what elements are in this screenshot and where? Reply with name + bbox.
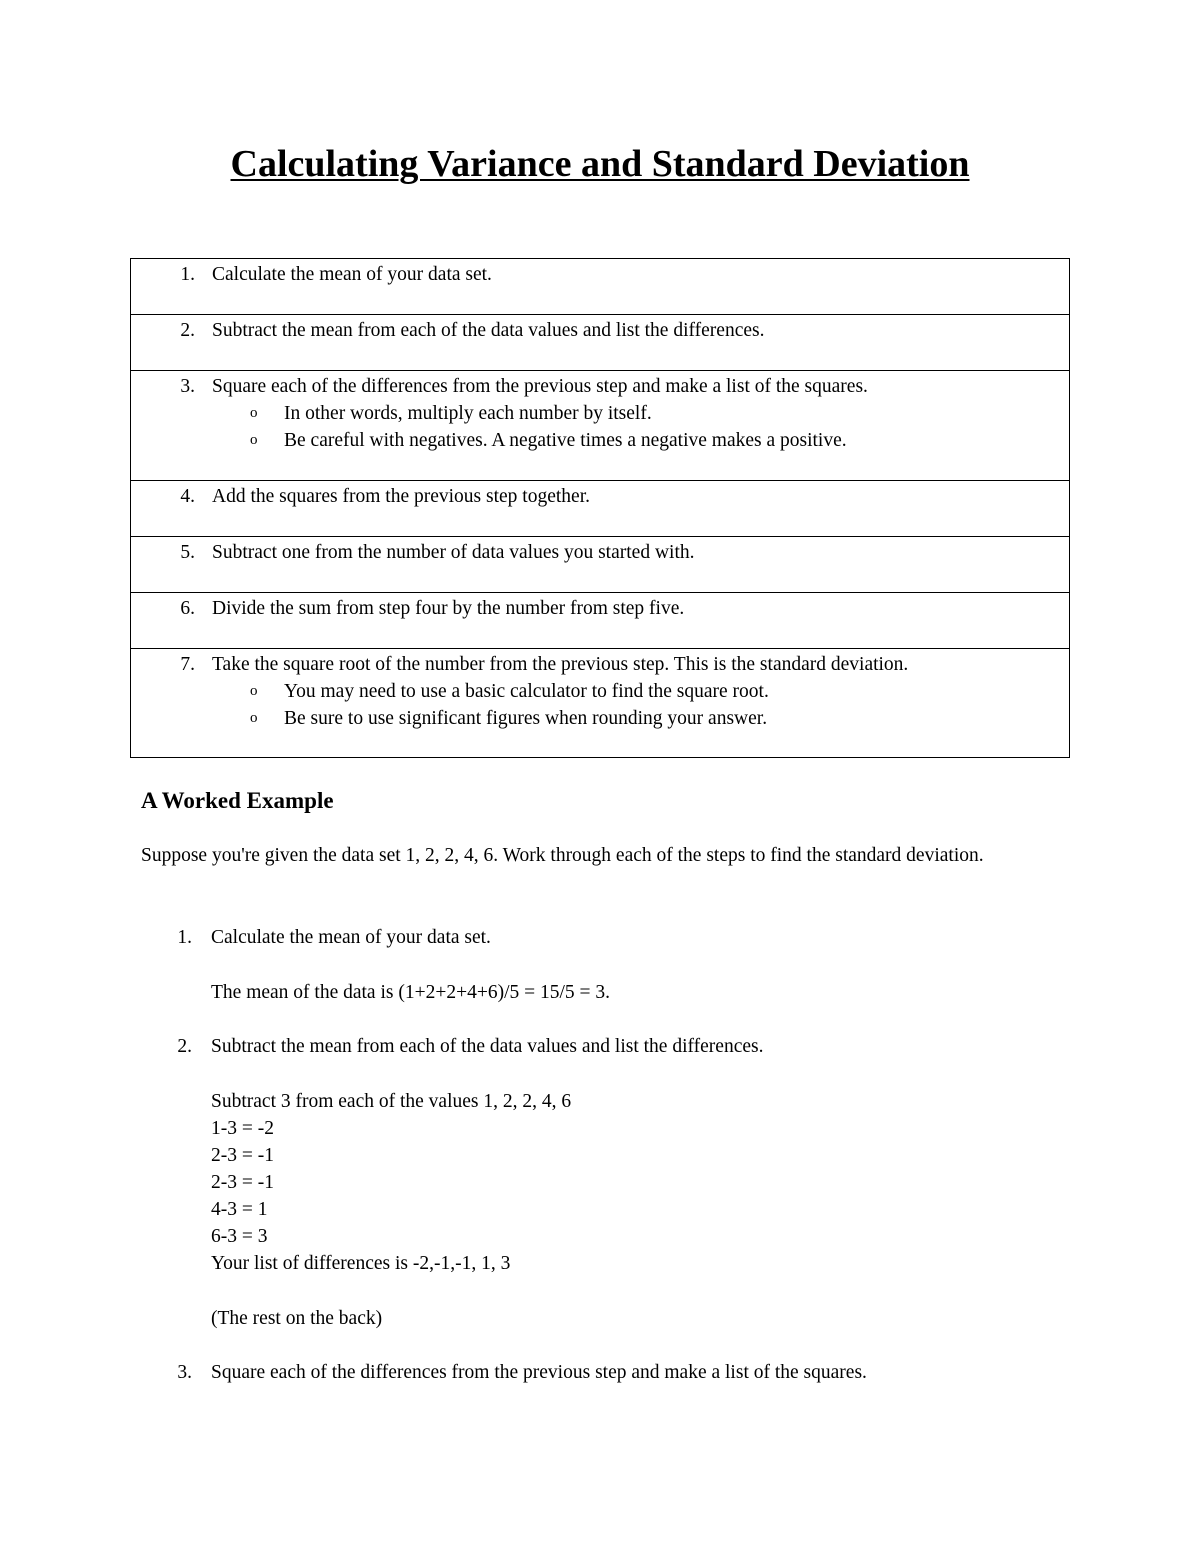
sub-bullet — [131, 678, 1069, 705]
example-step-text: Calculate the mean of your data set. — [211, 927, 491, 948]
step-text: Take the square root of the number from the previous step. This is the standard deviation. — [212, 654, 909, 675]
bullet-circle-icon: o — [250, 405, 258, 421]
calc-line: Subtract 3 from each of the values 1, 2, 2, 4, 6 — [211, 1091, 572, 1112]
calc-line: 6-3 = 3 — [211, 1226, 268, 1247]
step-row-7 — [131, 649, 1070, 758]
sub-bullet — [131, 705, 1069, 732]
step-row-5 — [131, 537, 1070, 593]
step-number: 5. — [180, 542, 195, 563]
sub-bullet — [131, 400, 1069, 427]
bullet-circle-icon: o — [250, 683, 258, 699]
step-row-1 — [131, 259, 1070, 315]
section-heading: A Worked Example — [141, 788, 334, 813]
calculation-lines — [211, 1088, 571, 1277]
example-step-number: 3. — [177, 1362, 192, 1383]
step-row-3 — [131, 371, 1070, 481]
bullet-text: In other words, multiply each number by itself. — [284, 403, 652, 424]
page-title: Calculating Variance and Standard Deviation — [230, 143, 970, 185]
step-text: Square each of the differences from the previous step and make a list of the squares. — [212, 376, 868, 397]
step-text: Subtract the mean from each of the data values and list the differences. — [212, 320, 765, 341]
example-step-number: 2. — [177, 1036, 192, 1057]
example-step-number: 1. — [177, 927, 192, 948]
calc-line: 2-3 = -1 — [211, 1145, 274, 1166]
calc-line: Your list of differences is -2,-1,-1, 1, 3 — [211, 1253, 511, 1274]
steps-table — [130, 258, 1070, 758]
sub-bullet — [131, 427, 1069, 454]
calc-line: 1-3 = -2 — [211, 1118, 274, 1139]
step-text: Divide the sum from step four by the number from step five. — [212, 598, 685, 619]
calc-line: 2-3 = -1 — [211, 1172, 274, 1193]
bullet-text: You may need to use a basic calculator to find the square root. — [284, 681, 769, 702]
step-text: Add the squares from the previous step together. — [212, 486, 590, 507]
step-number: 3. — [180, 376, 195, 397]
step-row-4 — [131, 481, 1070, 537]
calc-line: 4-3 = 1 — [211, 1199, 268, 1220]
continuation-note: (The rest on the back) — [211, 1308, 383, 1329]
example-step-result: The mean of the data is (1+2+2+4+6)/5 = 15/5 = 3. — [211, 982, 611, 1003]
example-step-text: Subtract the mean from each of the data values and list the differences. — [211, 1036, 764, 1057]
step-number: 4. — [180, 486, 195, 507]
step-row-6 — [131, 593, 1070, 649]
example-intro: Suppose you're given the data set 1, 2, 2, 4, 6. Work through each of the steps to find the standard deviation. — [141, 845, 984, 866]
step-number: 7. — [180, 654, 195, 675]
step-text: Calculate the mean of your data set. — [212, 264, 492, 285]
step-row-2 — [131, 315, 1070, 371]
bullet-text: Be careful with negatives. A negative times a negative makes a positive. — [284, 430, 847, 451]
bullet-text: Be sure to use significant figures when rounding your answer. — [284, 708, 768, 729]
example-step-text: Square each of the differences from the previous step and make a list of the squares. — [211, 1362, 867, 1383]
step-number: 2. — [180, 320, 195, 341]
bullet-circle-icon: o — [250, 710, 258, 726]
step-number: 1. — [180, 264, 195, 285]
bullet-circle-icon: o — [250, 432, 258, 448]
step-text: Subtract one from the number of data values you started with. — [212, 542, 695, 563]
step-number: 6. — [180, 598, 195, 619]
